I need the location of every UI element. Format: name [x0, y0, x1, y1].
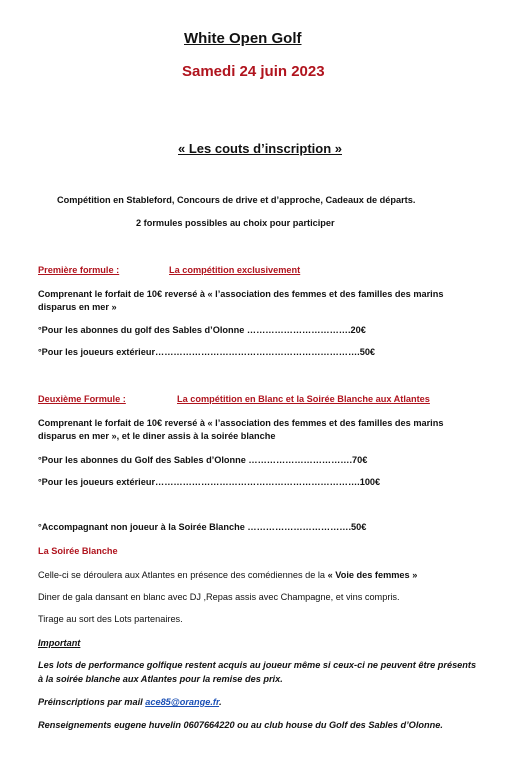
- formule1-desc-line-2: disparus en mer »: [38, 302, 117, 312]
- prereg-end: .: [219, 697, 222, 707]
- soiree-line-1-bold: « Voie des femmes »: [327, 570, 418, 580]
- prereg-line: [38, 697, 222, 707]
- formule2-price-guest: °Accompagnant non joueur à la Soirée Blanche …………………………….50€: [38, 522, 367, 532]
- formule1-price-members: °Pour les abonnes du golf des Sables d’Olonne …………………………….20€: [38, 325, 366, 335]
- page-title: White Open Golf: [184, 30, 302, 47]
- soiree-heading: La Soirée Blanche: [38, 546, 118, 556]
- formule2-label: Deuxième Formule :: [38, 394, 126, 404]
- soiree-line-2: Diner de gala dansant en blanc avec DJ ,Repas assis avec Champagne, et vins compris.: [38, 592, 400, 602]
- formule2-title: La compétition en Blanc et la Soirée Blanche aux Atlantes: [177, 394, 430, 404]
- formule1-price-external: °Pour les joueurs extérieur………………………………………………………….50€: [38, 347, 376, 357]
- formule2-desc-line-1: Comprenant le forfait de 10€ reversé à « l’association des femmes et des familles des marins: [38, 418, 444, 428]
- formule1-label: Première formule :: [38, 265, 120, 275]
- important-line-1: Les lots de performance golfique restent acquis au joueur même si ceux-ci ne peuvent être présents: [38, 660, 477, 670]
- event-date: Samedi 24 juin 2023: [182, 63, 325, 80]
- formule2-price-external: °Pour les joueurs extérieur………………………………………………………….100€: [38, 477, 381, 487]
- section-title: « Les couts d’inscription »: [178, 141, 342, 156]
- soiree-line-1-text: Celle-ci se déroulera aux Atlantes en présence des comédiennes de la: [38, 570, 326, 580]
- info-line: Renseignements eugene huvelin 0607664220 ou au club house du Golf des Sables d’Olonne.: [38, 720, 443, 730]
- email-link[interactable]: ace85@orange.fr: [145, 697, 220, 707]
- soiree-line-1: [38, 570, 417, 580]
- formule1-title: La compétition exclusivement: [169, 265, 301, 275]
- intro-line-1: Compétition en Stableford, Concours de drive et d’approche, Cadeaux de départs.: [57, 195, 416, 205]
- formule2-desc-line-2: disparus en mer », et le diner assis à la soirée blanche: [38, 431, 276, 441]
- important-heading: Important: [38, 638, 81, 648]
- formule2-price-members: °Pour les abonnes du Golf des Sables d’Olonne …………………………….70€: [38, 455, 368, 465]
- important-line-2: à la soirée blanche aux Atlantes pour la remise des prix.: [38, 674, 283, 684]
- formule1-desc-line-1: Comprenant le forfait de 10€ reversé à « l’association des femmes et des familles des marins: [38, 289, 444, 299]
- prereg-label: Préinscriptions par mail: [38, 697, 143, 707]
- intro-line-2: 2 formules possibles au choix pour participer: [136, 218, 335, 228]
- soiree-line-3: Tirage au sort des Lots partenaires.: [38, 614, 183, 624]
